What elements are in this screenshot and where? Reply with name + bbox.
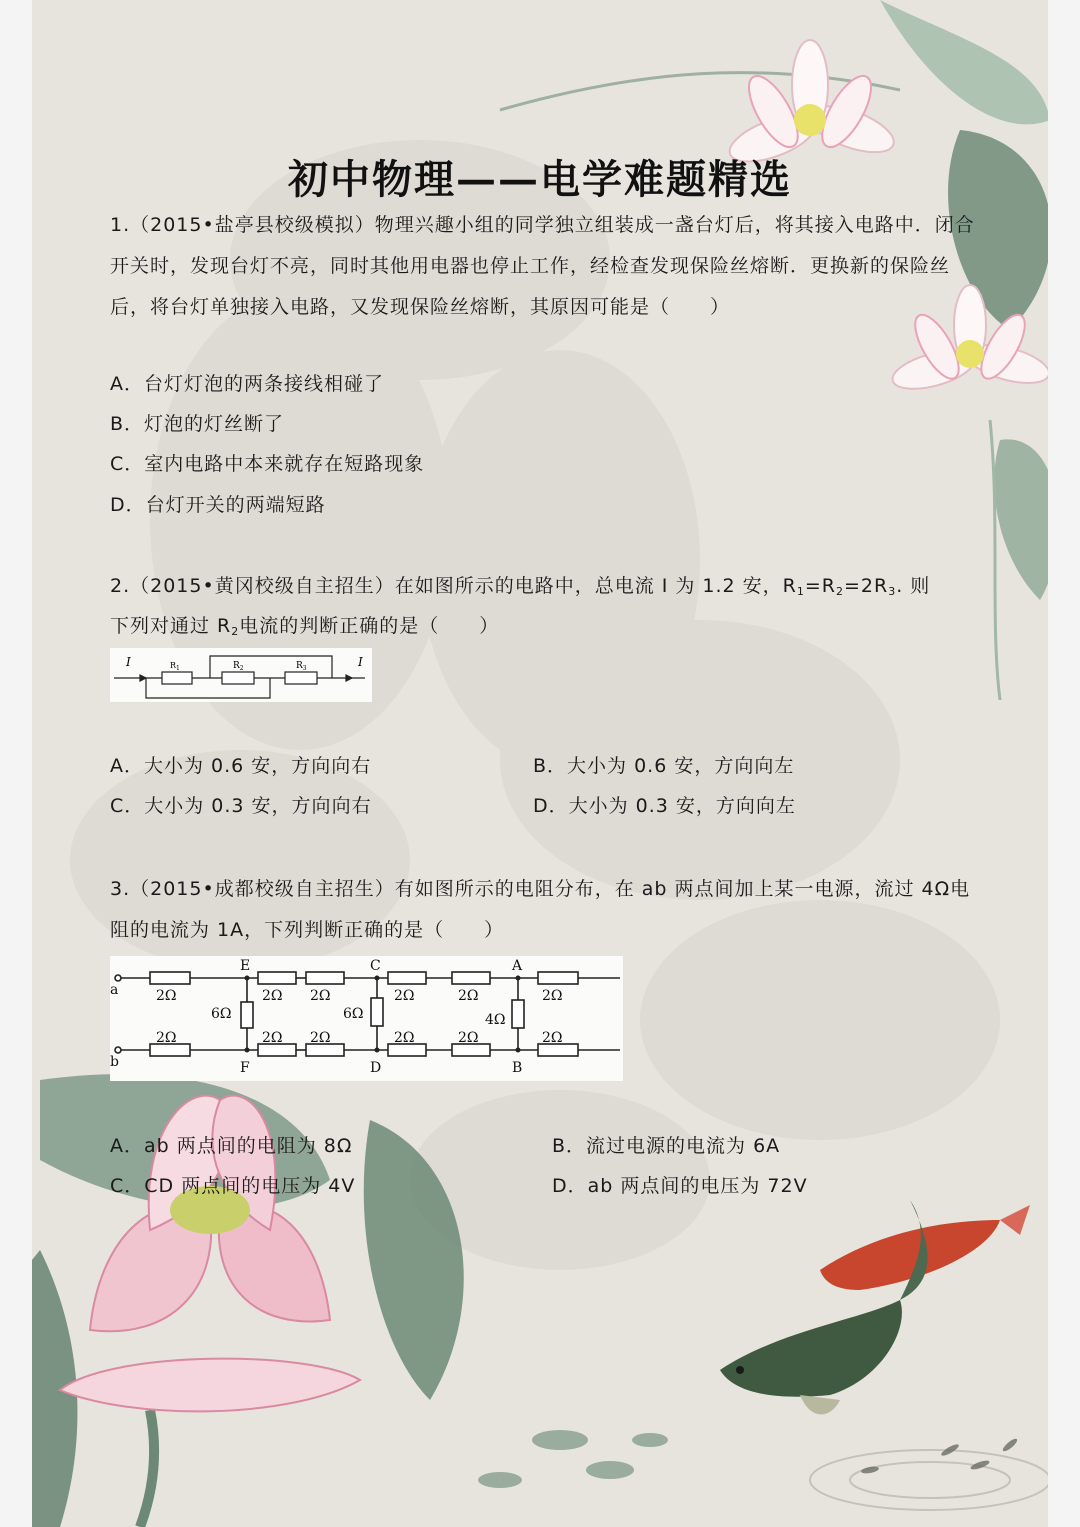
question-2-option-d: D．大小为 0.3 安，方向向左 (533, 795, 796, 817)
svg-text:2Ω: 2Ω (394, 988, 415, 1004)
fig-label-r2: $R_2$ (233, 661, 244, 672)
svg-text:2Ω: 2Ω (310, 1030, 331, 1046)
question-3-option-a: A．ab 两点间的电阻为 8Ω (110, 1135, 353, 1157)
svg-text:2Ω: 2Ω (458, 1030, 479, 1046)
svg-text:2Ω: 2Ω (394, 1030, 415, 1046)
question-1-option-d: D．台灯开关的两端短路 (110, 494, 326, 516)
question-2-circuit-figure (110, 648, 372, 702)
svg-text:a: a (110, 982, 119, 998)
svg-text:2Ω: 2Ω (262, 1030, 283, 1046)
question-2-option-c: C．大小为 0.3 安，方向向右 (110, 795, 372, 817)
svg-text:b: b (110, 1054, 119, 1070)
svg-text:C: C (370, 958, 381, 974)
question-1-stem: 1.（2015•盐亭县校级模拟）物理兴趣小组的同学独立组装成一盏台灯后，将其接入电路中．闭合开关时，发现台灯不亮，同时其他用电器也停止工作，经检查发现保险丝熔断．更换新的保险丝后，将台灯单独接入电路，又发现保险丝熔断，其原因可能是（ ） (110, 214, 975, 318)
svg-text:B: B (512, 1060, 523, 1076)
svg-text:4Ω: 4Ω (485, 1012, 506, 1028)
question-2-option-b: B．大小为 0.6 安，方向向左 (533, 755, 795, 777)
svg-text:F: F (240, 1060, 250, 1076)
ripple-icon (810, 1450, 1050, 1510)
right-margin (1048, 0, 1080, 1527)
svg-text:2Ω: 2Ω (156, 988, 177, 1004)
question-3-stem: 3.（2015•成都校级自主招生）有如图所示的电阻分布，在 ab 两点间加上某一电源，流过 4Ω电阻的电流为 1A，下列判断正确的是（ ） (110, 878, 971, 941)
svg-text:2Ω: 2Ω (542, 988, 563, 1004)
question-1-option-a: A．台灯灯泡的两条接线相碰了 (110, 373, 384, 395)
svg-text:2Ω: 2Ω (458, 988, 479, 1004)
question-2-stem-line-2: 下列对通过 $R_2$电流的判断正确的是（ ） (110, 615, 500, 638)
svg-text:E: E (240, 958, 251, 974)
svg-text:D: D (370, 1060, 382, 1076)
question-3-option-b: B．流过电源的电流为 6A (552, 1135, 781, 1157)
svg-text:2Ω: 2Ω (156, 1030, 177, 1046)
svg-text:2Ω: 2Ω (262, 988, 283, 1004)
svg-text:A: A (512, 958, 523, 974)
question-2-stem-line-1: 2.（2015•黄冈校级自主招生）在如图所示的电路中，总电流 I 为 1.2 安，$R_1=R_2=2R_3$. 则 (110, 575, 931, 598)
svg-text:6Ω: 6Ω (343, 1006, 364, 1022)
page-title: 初中物理——电学难题精选 (288, 156, 792, 203)
left-margin (0, 0, 32, 1527)
question-2-option-a: A．大小为 0.6 安，方向向右 (110, 755, 372, 777)
question-1-option-c: C．室内电路中本来就存在短路现象 (110, 453, 425, 475)
svg-text:I: I (358, 655, 363, 669)
fig-label-r1: $R_1$ (170, 661, 180, 672)
question-3-resistor-network-figure (110, 956, 623, 1081)
question-3-option-d: D．ab 两点间的电压为 72V (552, 1175, 808, 1197)
koi-fish-icon (720, 1200, 1030, 1414)
svg-text:2Ω: 2Ω (310, 988, 331, 1004)
svg-text:6Ω: 6Ω (211, 1006, 232, 1022)
svg-text:2Ω: 2Ω (542, 1030, 563, 1046)
question-3-option-c: C．CD 两点间的电压为 4V (110, 1175, 356, 1197)
fig-label-r3: $R_3$ (296, 661, 307, 672)
svg-text:I: I (126, 655, 131, 669)
question-1-option-b: B．灯泡的灯丝断了 (110, 413, 285, 435)
